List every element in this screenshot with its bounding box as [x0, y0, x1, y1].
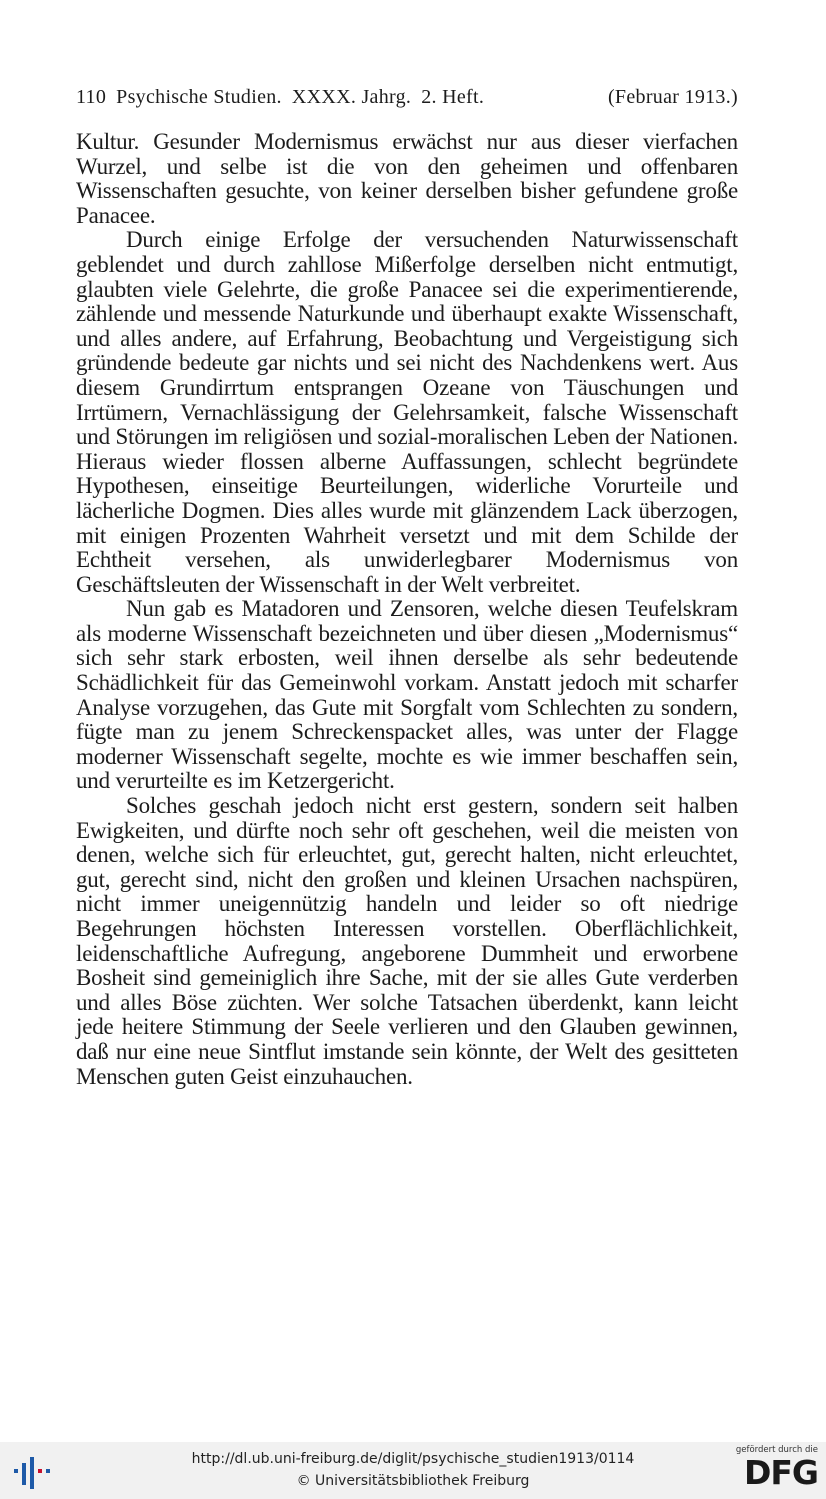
volume: XXXX. Jahrg.	[291, 86, 412, 108]
permalink-url[interactable]: http://dl.ub.uni-freiburg.de/diglit/psychische_studien1913/0114	[191, 1451, 635, 1467]
page-number: 110	[76, 86, 107, 108]
dfg-logo	[724, 1445, 818, 1495]
paragraph: Durch einige Erfolge der versuchenden Naturwissenschaft geblendet und durch zahllose Mißerfolge derselben nicht entmutigt, glaubten viele Gelehrte, die große Panacee sei die experimentierende, zählende und messende Naturkunde und überhaupt exakte Wissenschaft, und alles andere, auf Erfahrung, Beobachtung und Vergeistigung sich gründende bedeute gar nichts und sei nicht des Nachdenkens wert. Aus diesem Grundirrtum entsprangen Ozeane von Täuschungen und Irrtümern, Vernachlässigung der Gelehrsamkeit, falsche Wissenschaft und Störungen im religiösen und sozial-moralischen Leben der Nationen. Hieraus wieder flossen alberne Auffassungen, schlecht begründete Hypothesen, einseitige Beurteilungen, widerliche Vorurteile und lächerliche Dogmen. Dies alles wurde mit glänzendem Lack überzogen, mit einigen Prozenten Wahrheit versetzt und mit dem Schilde der Echtheit versehen, als unwiderlegbarer Modernismus von Geschäftsleuten der Wissenschaft in der Welt verbreitet.	[76, 227, 738, 597]
running-header	[76, 86, 738, 109]
funder-caption: gefördert durch die	[735, 1445, 818, 1455]
viewer-footer	[0, 1442, 826, 1499]
issue-date: (Februar 1913.)	[607, 86, 738, 108]
dfg-logo-icon: DFG	[743, 1453, 818, 1492]
journal-title: Psychische Studien.	[116, 86, 282, 108]
issue: 2. Heft.	[421, 86, 485, 108]
copyright-notice: © Universitätsbibliothek Freiburg	[296, 1473, 530, 1489]
paragraph: Solches geschah jedoch nicht erst gestern, sondern seit halben Ewigkeiten, und dürfte noch sehr oft geschehen, weil die meisten von denen, welche sich für erleuchtet, gut, gerecht halten, nicht erleuchtet, gut, gerecht sind, nicht den großen und kleinen Ursachen nachspüren, nicht immer uneigennützig handeln und leider so oft niedrige Begehrungen höchsten Interessen vorstellen. Oberflächlichkeit, leidenschaftliche Aufregung, angeborene Dummheit und erworbene Bosheit sind gemeiniglich ihre Sache, mit der sie alles Gute verderben und alles Böse züchten. Wer solche Tatsachen überdenkt, kann leicht jede heitere Stimmung der Seele verlieren und den Glauben gewinnen, daß nur eine neue Sintflut imstande sein könnte, der Welt des gesitteten Menschen guten Geist einzuhauchen.	[76, 793, 738, 1089]
paragraph: Kultur. Gesunder Modernismus erwächst nur aus dieser vierfachen Wurzel, und selbe ist die von den geheimen und offenbaren Wissenschaften gesuchte, von keiner derselben bisher gefundene große Panacee.	[76, 129, 738, 228]
paragraph: Nun gab es Matadoren und Zensoren, welche diesen Teufelskram als moderne Wissenschaft bezeichneten und über diesen „Modernismus“ sich sehr stark erbosten, weil ihnen derselbe als sehr bedeutende Schädlichkeit für das Gemeinwohl vorkam. Anstatt jedoch mit scharfer Analyse vorzugehen, das Gute mit Sorgfalt vom Schlechten zu sondern, fügte man zu jenem Schreckenspacket alles, was unter der Flagge moderner Wissenschaft segelte, mochte es wie immer beschaffen sein, und verurteilte es im Ketzergericht.	[76, 596, 738, 794]
body-text	[76, 130, 738, 1089]
